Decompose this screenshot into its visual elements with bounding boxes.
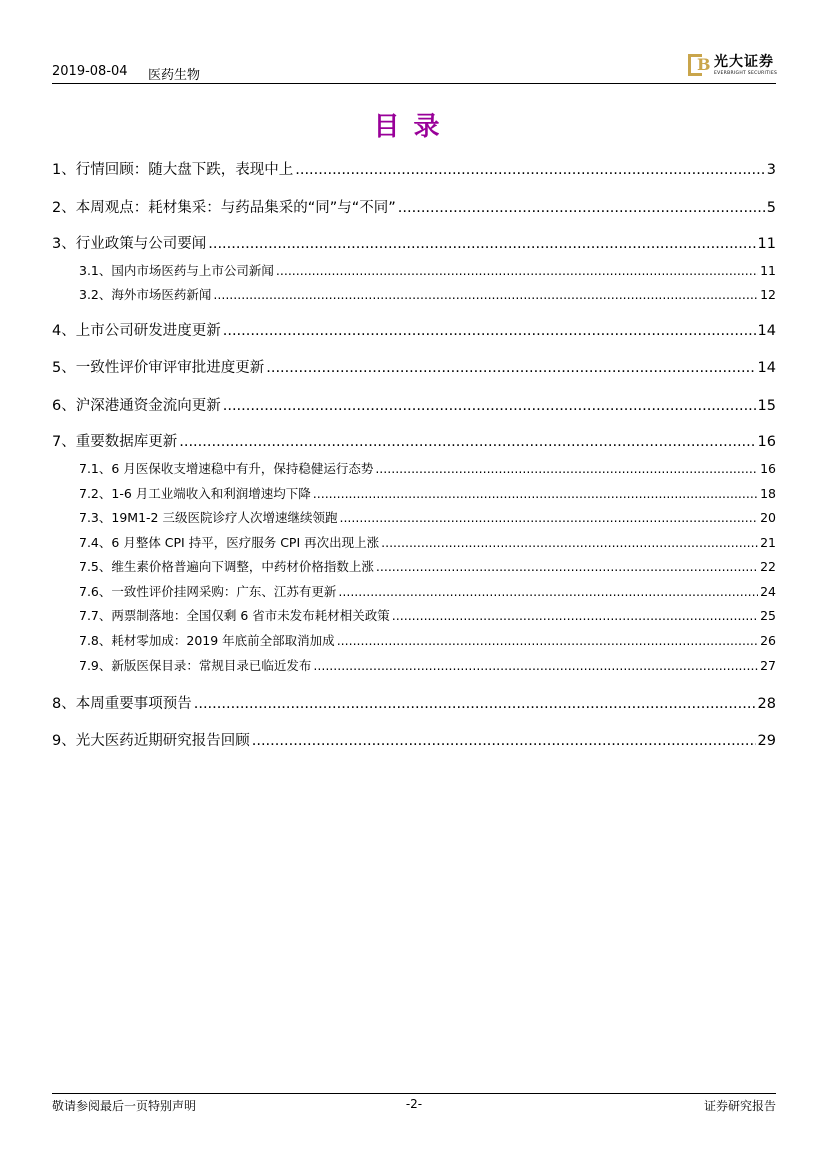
toc-leader	[392, 608, 758, 623]
toc-subentry[interactable]	[79, 484, 776, 502]
toc-entry-text: 行情回顾：随大盘下跌，表现中上	[75, 162, 294, 178]
toc-leader	[337, 633, 758, 648]
toc-entry-text: 一致性评价审评审批进度更新	[75, 360, 265, 376]
toc-subentry[interactable]	[79, 285, 776, 303]
toc-entry-number: 4、	[52, 323, 76, 339]
toc-entry[interactable]	[52, 196, 776, 217]
toc-leader	[179, 434, 755, 450]
toc-entry-text: 两票制落地：全国仅剩 6 省市未发布耗材相关政策	[111, 608, 390, 623]
toc-entry-text: 一致性评价挂网采购：广东、江苏有更新	[111, 584, 337, 599]
toc-entry-text: 维生素价格普遍向下调整，中药材价格指数上涨	[111, 559, 374, 574]
toc-entry-text: 耗材零加成：2019 年底前全部取消加成	[111, 633, 335, 648]
toc-leader	[375, 461, 758, 476]
toc-entry-number: 7、	[52, 434, 76, 450]
toc-entry-number: 7.1、	[79, 461, 112, 476]
toc-entry-page: 28	[757, 696, 776, 712]
logo-cn-text: 光大证券	[714, 54, 774, 70]
toc-entry-text: 国内市场医药与上市公司新闻	[111, 263, 274, 278]
report-sector: 医药生物	[148, 68, 201, 83]
toc-entry-page: 25	[760, 608, 776, 623]
toc-entry-page: 5	[766, 200, 776, 216]
toc-entry-number: 6、	[52, 398, 76, 414]
toc-entry[interactable]	[52, 356, 776, 377]
toc-subentry[interactable]	[79, 508, 776, 526]
toc-subentry[interactable]	[79, 656, 776, 674]
report-date: 2019-08-04	[52, 64, 128, 79]
toc-entry-page: 22	[760, 559, 776, 574]
toc-leader	[313, 658, 758, 673]
toc-entry-number: 7.7、	[79, 608, 112, 623]
toc-entry[interactable]	[52, 319, 776, 340]
toc-entry-page: 20	[760, 510, 776, 525]
toc-entry-number: 3.1、	[79, 263, 112, 278]
toc-entry-number: 7.8、	[79, 633, 112, 648]
toc-entry-page: 26	[760, 633, 776, 648]
toc-entry-number: 7.6、	[79, 584, 112, 599]
toc-entry[interactable]	[52, 692, 776, 713]
toc-entry-text: 上市公司研发进度更新	[75, 323, 221, 339]
toc-entry-number: 9、	[52, 733, 76, 749]
toc-leader	[381, 535, 758, 550]
toc-entry-page: 27	[760, 658, 776, 673]
toc-entry-page: 29	[757, 733, 776, 749]
toc-entry-text: 本周重要事项预告	[75, 696, 192, 712]
logo-mark-letter: B	[697, 55, 711, 74]
toc-entry-number: 1、	[52, 162, 76, 178]
toc-subentry[interactable]	[79, 261, 776, 279]
toc-entry-text: 1-6 月工业端收入和利润增速均下降	[111, 486, 311, 501]
toc-entry-text: 新版医保目录：常规目录已临近发布	[111, 658, 312, 673]
toc-leader	[339, 510, 758, 525]
page-header	[52, 58, 776, 84]
toc-entry-number: 7.4、	[79, 535, 112, 550]
toc-leader	[398, 200, 765, 216]
toc-entry-text: 行业政策与公司要闻	[75, 236, 207, 252]
toc-subentry[interactable]	[79, 533, 776, 551]
toc-entry-text: 本周观点：耗材集采：与药品集采的“同”与“不同”	[75, 200, 396, 216]
toc-entry[interactable]	[52, 158, 776, 179]
toc-entry-page: 12	[760, 287, 776, 302]
toc-entry-page: 3	[766, 162, 776, 178]
toc-entry-text: 19M1-2 三级医院诊疗人次增速继续领跑	[111, 510, 338, 525]
toc-entry-number: 7.2、	[79, 486, 112, 501]
toc-leader	[223, 323, 756, 339]
toc-entry-text: 海外市场医药新闻	[111, 287, 212, 302]
toc-entry-page: 16	[760, 461, 776, 476]
toc-entry-page: 24	[760, 584, 776, 599]
toc-entry-number: 7.3、	[79, 510, 112, 525]
toc-leader	[266, 360, 755, 376]
toc-entry-number: 7.9、	[79, 658, 112, 673]
toc-entry-page: 21	[760, 535, 776, 550]
toc-entry-page: 15	[757, 398, 776, 414]
toc-subentry[interactable]	[79, 631, 776, 649]
toc-entry-page: 16	[757, 434, 776, 450]
toc-leader	[208, 236, 755, 252]
toc-entry[interactable]	[52, 729, 776, 750]
toc-entry-page: 14	[757, 360, 776, 376]
toc-entry-page: 11	[760, 263, 776, 278]
toc-entry[interactable]	[52, 394, 776, 415]
toc-leader	[338, 584, 758, 599]
toc-entry-number: 3、	[52, 236, 76, 252]
toc-leader	[252, 733, 756, 749]
toc-entry-text: 6 月医保收支增速稳中有升，保持稳健运行态势	[111, 461, 374, 476]
toc-entry-text: 重要数据库更新	[75, 434, 178, 450]
toc-leader	[223, 398, 756, 414]
toc-entry-number: 5、	[52, 360, 76, 376]
logo-en-text: EVERBRIGHT SECURITIES	[714, 71, 778, 76]
footer-disclaimer: 敬请参阅最后一页特别声明	[52, 1099, 197, 1113]
toc-title: 目录	[373, 112, 454, 142]
footer-report-type: 证券研究报告	[703, 1099, 776, 1113]
page-footer	[52, 1097, 776, 1115]
toc-subentry[interactable]	[79, 459, 776, 477]
everbright-logo	[688, 52, 778, 80]
toc-leader	[376, 559, 758, 574]
toc-subentry[interactable]	[79, 582, 776, 600]
toc-leader	[313, 486, 758, 501]
toc-entry-text: 光大医药近期研究报告回顾	[75, 733, 250, 749]
toc-leader	[276, 263, 758, 278]
toc-entry-page: 14	[757, 323, 776, 339]
toc-entry-text: 6 月整体 CPI 持平，医疗服务 CPI 再次出现上涨	[111, 535, 380, 550]
toc-entry[interactable]	[52, 232, 776, 253]
toc-entry-text: 沪深港通资金流向更新	[75, 398, 221, 414]
footer-page-number: -2-	[405, 1097, 423, 1111]
footer-divider	[52, 1093, 776, 1094]
toc-leader	[194, 696, 756, 712]
toc-entry-number: 8、	[52, 696, 76, 712]
toc-entry-page: 11	[757, 236, 776, 252]
toc-entry-number: 3.2、	[79, 287, 112, 302]
toc-leader	[213, 287, 758, 302]
toc-subentry[interactable]	[79, 606, 776, 624]
toc-entry-page: 18	[760, 486, 776, 501]
toc-leader	[295, 162, 765, 178]
header-divider	[52, 83, 776, 84]
toc-entry-number: 7.5、	[79, 559, 112, 574]
toc-subentry[interactable]	[79, 557, 776, 575]
toc-entry[interactable]	[52, 430, 776, 451]
toc-entry-number: 2、	[52, 200, 76, 216]
